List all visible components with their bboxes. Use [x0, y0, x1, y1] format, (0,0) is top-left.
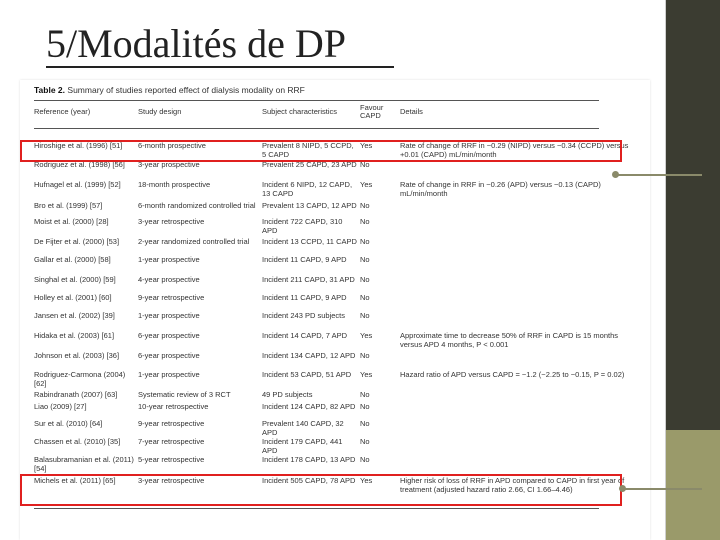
cell-subject-characteristics: Incident 11 CAPD, 9 APD: [262, 255, 347, 264]
table-row: [20, 180, 650, 200]
highlight-box-michels: [20, 474, 622, 506]
cell-reference: Hidaka et al. (2003) [61]: [34, 331, 115, 340]
table-top-rule: [34, 100, 599, 101]
table-row: [20, 217, 650, 237]
cell-study-design: 3-year prospective: [138, 160, 200, 169]
cell-subject-characteristics: 49 PD subjects: [262, 390, 313, 399]
cell-details: Rate of change of RRF in −0.29 (NIPD) versus −0.34 (CCPD) versus +0.01 (CAPD) mL/min/month: [400, 141, 629, 159]
table-bottom-rule: [34, 508, 599, 509]
cell-favour-capd: Yes: [360, 370, 373, 379]
cell-subject-characteristics: Prevalent 8 NIPD, 5 CCPD, 5 CAPD: [262, 141, 354, 159]
table-row: [20, 419, 650, 439]
table-row: [20, 311, 650, 331]
cell-study-design: 18-month prospective: [138, 180, 211, 189]
cell-details: Higher risk of loss of RRF in APD compared to CAPD in first year of treatment (adjusted hazard ratio 2.66, CI 1.66–4.46): [400, 476, 625, 494]
cell-reference: Hufnagel et al. (1999) [52]: [34, 180, 121, 189]
header-details: Details: [400, 107, 423, 116]
cell-favour-capd: No: [360, 437, 370, 446]
cell-details: Rate of change in RRF in −0.26 (APD) versus −0.13 (CAPD) mL/min/month: [400, 180, 601, 198]
cell-favour-capd: Yes: [360, 331, 373, 340]
table-row: [20, 370, 650, 390]
cell-subject-characteristics: Incident 124 CAPD, 82 APD: [262, 402, 356, 411]
cell-subject-characteristics: Incident 505 CAPD, 78 APD: [262, 476, 356, 485]
sidebar-divider: [665, 0, 666, 540]
cell-favour-capd: No: [360, 311, 370, 320]
cell-reference: Bro et al. (1999) [57]: [34, 201, 103, 210]
cell-reference: Gallar et al. (2000) [58]: [34, 255, 111, 264]
cell-study-design: 10-year retrospective: [138, 402, 209, 411]
cell-favour-capd: No: [360, 351, 370, 360]
cell-favour-capd: No: [360, 293, 370, 302]
cell-subject-characteristics: Prevalent 25 CAPD, 23 APD: [262, 160, 357, 169]
cell-subject-characteristics: Incident 11 CAPD, 9 APD: [262, 293, 347, 302]
header-subject-characteristics: Subject characteristics: [262, 107, 338, 116]
cell-subject-characteristics: Incident 179 CAPD, 441 APD: [262, 437, 343, 455]
cell-reference: Rodriguez et al. (1998) [56]: [34, 160, 125, 169]
cell-reference: Jansen et al. (2002) [39]: [34, 311, 115, 320]
table-caption-label: Table 2.: [34, 85, 66, 95]
cell-subject-characteristics: Incident 178 CAPD, 13 APD: [262, 455, 356, 464]
title-underline: [46, 66, 394, 68]
cell-reference: Hiroshige et al. (1996) [51]: [34, 141, 123, 150]
cell-study-design: 1-year prospective: [138, 370, 200, 379]
cell-subject-characteristics: Incident 53 CAPD, 51 APD: [262, 370, 352, 379]
cell-reference: De Fijter et al. (2000) [53]: [34, 237, 120, 246]
cell-favour-capd: No: [360, 275, 370, 284]
table-caption-text: Summary of studies reported effect of dialysis modality on RRF: [67, 85, 305, 95]
table-row: [20, 455, 650, 475]
cell-favour-capd: Yes: [360, 180, 373, 189]
cell-subject-characteristics: Prevalent 13 CAPD, 12 APD: [262, 201, 357, 210]
cell-favour-capd: Yes: [360, 141, 373, 150]
connector-line-bottom: [623, 488, 702, 490]
cell-favour-capd: No: [360, 201, 370, 210]
cell-study-design: 6-month prospective: [138, 141, 206, 150]
cell-study-design: 3-year retrospective: [138, 476, 205, 485]
sidebar-dark-band: [666, 0, 720, 430]
sidebar-olive-band: [666, 430, 720, 540]
cell-reference: Michels et al. (2011) [65]: [34, 476, 116, 485]
cell-study-design: 6-year prospective: [138, 351, 200, 360]
cell-subject-characteristics: Incident 13 CCPD, 11 CAPD: [262, 237, 357, 246]
header-favour-capd: Favour CAPD: [360, 103, 384, 120]
table-header-rule: [34, 128, 599, 129]
cell-study-design: 9-year retrospective: [138, 419, 205, 428]
cell-study-design: 5-year retrospective: [138, 455, 205, 464]
cell-study-design: 1-year prospective: [138, 255, 200, 264]
cell-details: Hazard ratio of APD versus CAPD = −1.2 (−2.25 to −0.15, P = 0.02): [400, 370, 625, 379]
header-reference: Reference (year): [34, 107, 91, 116]
cell-favour-capd: No: [360, 390, 370, 399]
cell-favour-capd: No: [360, 217, 370, 226]
highlight-box-hiroshige: [20, 140, 622, 162]
cell-reference: Moist et al. (2000) [28]: [34, 217, 109, 226]
table-row: [20, 160, 650, 180]
cell-details: Approximate time to decrease 50% of RRF in CAPD is 15 months versus APD 4 months, P < 0.001: [400, 331, 619, 349]
cell-reference: Johnson et al. (2003) [36]: [34, 351, 120, 360]
cell-subject-characteristics: Incident 6 NIPD, 12 CAPD, 13 CAPD: [262, 180, 353, 198]
cell-subject-characteristics: Incident 211 CAPD, 31 APD: [262, 275, 355, 284]
connector-line-top: [616, 174, 702, 176]
table-caption: [34, 85, 305, 95]
table-row: [20, 437, 650, 457]
cell-favour-capd: No: [360, 160, 370, 169]
cell-study-design: 6-month randomized controlled trial: [138, 201, 256, 210]
cell-favour-capd: No: [360, 402, 370, 411]
table-row: [20, 351, 650, 371]
cell-reference: Rabindranath (2007) [63]: [34, 390, 118, 399]
cell-subject-characteristics: Incident 14 CAPD, 7 APD: [262, 331, 348, 340]
cell-subject-characteristics: Incident 134 CAPD, 12 APD: [262, 351, 356, 360]
cell-reference: Chassen et al. (2010) [35]: [34, 437, 121, 446]
cell-study-design: 6-year prospective: [138, 331, 200, 340]
cell-study-design: 3-year retrospective: [138, 217, 205, 226]
cell-study-design: 4-year prospective: [138, 275, 200, 284]
cell-favour-capd: No: [360, 237, 370, 246]
slide-title: 5/Modalités de DP: [46, 21, 346, 66]
table-row: [20, 293, 650, 313]
table-row: [20, 255, 650, 275]
cell-favour-capd: No: [360, 455, 370, 464]
cell-subject-characteristics: Prevalent 140 CAPD, 32 APD: [262, 419, 344, 437]
cell-favour-capd: No: [360, 419, 370, 428]
cell-subject-characteristics: Incident 243 PD subjects: [262, 311, 345, 320]
cell-subject-characteristics: Incident 722 CAPD, 310 APD: [262, 217, 343, 235]
cell-reference: Holley et al. (2001) [60]: [34, 293, 112, 302]
cell-reference: Liao (2009) [27]: [34, 402, 87, 411]
cell-study-design: 9-year retrospective: [138, 293, 205, 302]
cell-reference: Balasubramanian et al. (2011) [54]: [34, 455, 134, 473]
header-study-design: Study design: [138, 107, 182, 116]
cell-study-design: 1-year prospective: [138, 311, 200, 320]
cell-reference: Rodriguez-Carmona (2004) [62]: [34, 370, 126, 388]
cell-reference: Singhal et al. (2000) [59]: [34, 275, 116, 284]
cell-favour-capd: Yes: [360, 476, 373, 485]
cell-study-design: 2-year randomized controlled trial: [138, 237, 250, 246]
cell-study-design: Systematic review of 3 RCT: [138, 390, 231, 399]
table-row: [20, 275, 650, 295]
table-row: [20, 237, 650, 257]
table-row: [20, 331, 650, 351]
cell-reference: Sur et al. (2010) [64]: [34, 419, 103, 428]
cell-study-design: 7-year retrospective: [138, 437, 205, 446]
cell-favour-capd: No: [360, 255, 370, 264]
